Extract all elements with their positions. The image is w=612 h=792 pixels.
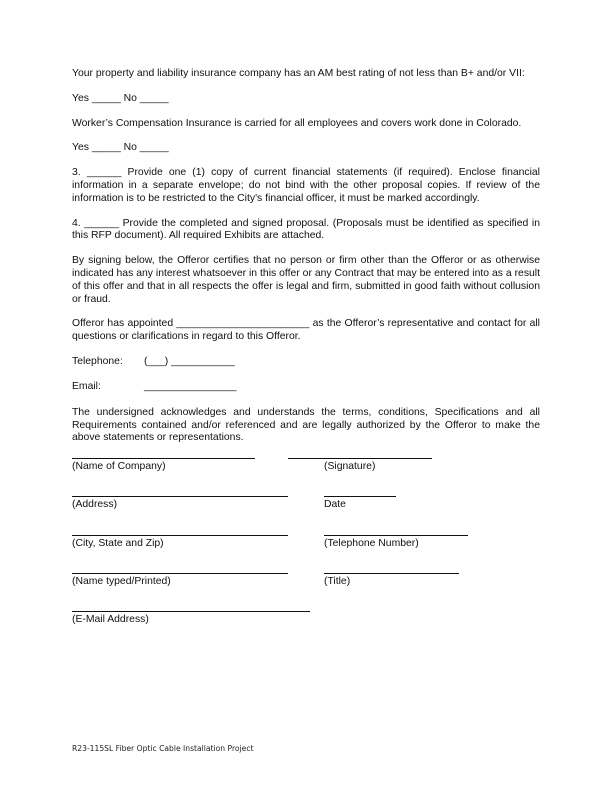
title-caption: (Title)	[324, 576, 351, 588]
title-field	[324, 573, 459, 589]
acknowledgement-text: The undersigned acknowledges and understands the terms, conditions, Specifications and all Requirements contained and/or referenced and are legally authorized by the Offeror to make the above statements or representations.	[72, 406, 540, 444]
name-printed-line	[72, 573, 288, 574]
signature-field	[288, 458, 432, 474]
representative-text: Offeror has appointed _______________________ as the Offeror’s representative and contact for all questions or clarifications in regard to this Offeror.	[72, 318, 540, 343]
city-state-zip-field	[72, 535, 288, 551]
city-state-zip-line	[72, 535, 288, 536]
page-footer: R23-115SL Fiber Optic Cable Installation Project	[72, 744, 254, 753]
name-printed-caption: (Name typed/Printed)	[72, 576, 171, 588]
telephone-number-caption: (Telephone Number)	[324, 537, 419, 549]
email-address-line	[72, 611, 310, 612]
company-caption: (Name of Company)	[72, 461, 166, 473]
document-body	[72, 68, 540, 650]
signature-row-address	[72, 496, 540, 534]
email-blank: ________________	[144, 381, 237, 393]
signature-row-company	[72, 458, 540, 496]
date-field	[324, 496, 396, 512]
workers-comp-yes-no: Yes _____ No _____	[72, 142, 169, 154]
date-caption: Date	[324, 499, 346, 511]
company-field	[72, 458, 255, 474]
email-label: Email:	[72, 381, 101, 393]
email-address-field	[72, 611, 310, 627]
certification-text: By signing below, the Offeror certifies that no person or firm other than the Offeror or as otherwise indicated has any interest whatsoever in this offer or any Contract that may be entered into as a result of this offer and that in all respects the offer is legal and firm, submitted in good faith without collusion or fraud.	[72, 255, 540, 305]
signature-line	[288, 458, 432, 459]
insurance-yes-no: Yes _____ No _____	[72, 92, 169, 104]
telephone-number-line	[324, 535, 468, 536]
telephone-number-field	[324, 535, 468, 551]
signature-row-city	[72, 535, 540, 573]
telephone-label: Telephone:	[72, 355, 123, 367]
telephone-blank: (___) ___________	[144, 355, 235, 367]
address-line	[72, 496, 288, 497]
name-printed-field	[72, 573, 288, 589]
company-line	[72, 458, 255, 459]
signature-row-name	[72, 573, 540, 611]
city-state-zip-caption: (City, State and Zip)	[72, 537, 164, 549]
signature-block	[72, 458, 540, 649]
address-field	[72, 496, 288, 512]
workers-comp-text: Worker’s Compensation Insurance is carried for all employees and covers work done in Colorado.	[72, 117, 522, 129]
title-line	[324, 573, 459, 574]
email-address-caption: (E-Mail Address)	[72, 614, 149, 626]
telephone-row	[72, 356, 540, 369]
signed-proposal-item: 4. ______ Provide the completed and signed proposal. (Proposals must be identified as specified in this RFP document). All required Exhibits are attached.	[72, 217, 540, 242]
signature-row-email	[72, 611, 540, 649]
email-row	[72, 381, 540, 394]
address-caption: (Address)	[72, 499, 118, 511]
insurance-rating-text: Your property and liability insurance company has an AM best rating of not less than B+ and/or VII:	[72, 68, 525, 79]
financial-statements-item: 3. ______ Provide one (1) copy of current financial statements (if required). Enclose financial information in a separate envelope; do not bind with the other proposal copies. If review of the information is to be restricted to the City's financial officer, it must be marked accordingly.	[72, 167, 540, 204]
signature-caption: (Signature)	[324, 461, 376, 473]
date-line	[324, 496, 396, 497]
